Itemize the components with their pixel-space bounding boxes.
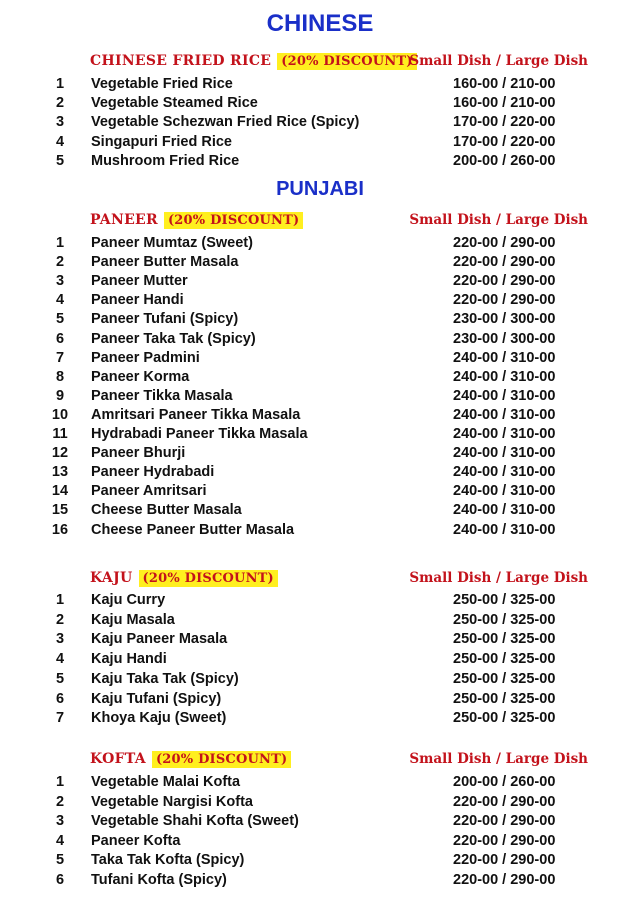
paneer-item xyxy=(0,311,640,331)
item-name: Paneer Kofta xyxy=(91,832,181,849)
item-number: 3 xyxy=(55,114,65,131)
item-number: 8 xyxy=(55,368,65,385)
item-price: 170-00 / 220-00 xyxy=(453,114,556,131)
kofta-item xyxy=(0,774,640,794)
item-name: Mushroom Fried Rice xyxy=(91,152,240,169)
fried-rice-item xyxy=(0,153,640,173)
item-price: 250-00 / 325-00 xyxy=(453,631,556,648)
item-name: Paneer Handi xyxy=(91,292,184,309)
paneer-item xyxy=(0,445,640,465)
fried-rice-item xyxy=(0,114,640,134)
kaju-item xyxy=(0,651,640,671)
item-name: Paneer Tikka Masala xyxy=(91,387,233,404)
discount-badge: (20% DISCOUNT) xyxy=(152,751,291,768)
item-name: Paneer Hydrabadi xyxy=(91,464,215,481)
item-number: 6 xyxy=(55,330,65,347)
item-price: 220-00 / 290-00 xyxy=(453,813,556,830)
paneer-item xyxy=(0,350,640,370)
item-number: 5 xyxy=(55,152,65,169)
item-price: 240-00 / 310-00 xyxy=(453,426,556,442)
fried-rice-section-header xyxy=(90,50,417,72)
item-number: 6 xyxy=(55,872,65,888)
item-number: 4 xyxy=(55,832,65,849)
dish-size-header: Small Dish / Large Dish xyxy=(409,570,588,586)
punjabi-title: PUNJABI xyxy=(276,178,364,200)
item-price: 220-00 / 290-00 xyxy=(453,235,556,251)
item-number: 1 xyxy=(55,774,65,790)
item-name: Paneer Mumtaz (Sweet) xyxy=(91,235,253,251)
kofta-item xyxy=(0,794,640,814)
item-number: 11 xyxy=(52,426,68,442)
item-number: 12 xyxy=(51,445,69,462)
kofta-item xyxy=(0,852,640,872)
kaju-item xyxy=(0,631,640,651)
item-name: Vegetable Schezwan Fried Rice (Spicy) xyxy=(91,114,360,131)
item-number: 4 xyxy=(55,651,65,668)
paneer-item xyxy=(0,464,640,484)
item-number: 3 xyxy=(55,813,65,830)
item-price: 160-00 / 210-00 xyxy=(453,76,556,92)
item-number: 3 xyxy=(55,631,65,648)
discount-badge: (20% DISCOUNT) xyxy=(277,53,416,70)
item-name: Khoya Kaju (Sweet) xyxy=(91,710,227,727)
item-name: Vegetable Steamed Rice xyxy=(91,95,258,112)
item-number: 5 xyxy=(55,670,65,687)
item-number: 13 xyxy=(51,464,69,481)
paneer-section-header xyxy=(90,209,303,231)
item-price: 230-00 / 300-00 xyxy=(453,311,556,328)
paneer-item xyxy=(0,388,640,408)
item-name: Kaju Paneer Masala xyxy=(91,631,228,648)
item-name: Kaju Taka Tak (Spicy) xyxy=(91,670,239,687)
item-number: 4 xyxy=(55,292,65,309)
item-name: Paneer Padmini xyxy=(91,349,200,366)
item-name: Cheese Paneer Butter Masala xyxy=(91,521,295,538)
item-number: 2 xyxy=(55,611,65,628)
item-name: Hydrabadi Paneer Tikka Masala xyxy=(91,426,308,442)
paneer-item xyxy=(0,254,640,274)
paneer-item xyxy=(0,426,640,446)
item-price: 240-00 / 310-00 xyxy=(453,349,556,366)
paneer-item xyxy=(0,407,640,427)
item-number: 2 xyxy=(55,254,65,271)
item-name: Paneer Taka Tak (Spicy) xyxy=(91,330,256,347)
item-price: 220-00 / 290-00 xyxy=(453,793,556,810)
item-price: 240-00 / 310-00 xyxy=(453,445,556,462)
section-name: KOFTA xyxy=(90,751,146,767)
item-price: 220-00 / 290-00 xyxy=(453,852,556,869)
item-price: 240-00 / 310-00 xyxy=(453,464,556,481)
paneer-item xyxy=(0,502,640,522)
item-price: 240-00 / 310-00 xyxy=(453,387,556,404)
item-price: 240-00 / 310-00 xyxy=(453,521,556,538)
item-number: 6 xyxy=(55,690,65,707)
item-price: 250-00 / 325-00 xyxy=(453,592,556,608)
item-name: Paneer Korma xyxy=(91,368,190,385)
item-number: 4 xyxy=(55,133,65,150)
kofta-section-header xyxy=(90,748,291,770)
item-price: 240-00 / 310-00 xyxy=(453,406,556,423)
item-price: 250-00 / 325-00 xyxy=(453,710,556,727)
item-price: 250-00 / 325-00 xyxy=(453,690,556,707)
item-name: Vegetable Fried Rice xyxy=(91,76,233,92)
item-number: 10 xyxy=(51,406,69,423)
item-price: 250-00 / 325-00 xyxy=(453,611,556,628)
kaju-item xyxy=(0,592,640,612)
item-number: 9 xyxy=(55,387,65,404)
item-number: 16 xyxy=(51,521,69,538)
kaju-item xyxy=(0,671,640,691)
paneer-item xyxy=(0,331,640,351)
item-price: 250-00 / 325-00 xyxy=(453,651,556,668)
paneer-item xyxy=(0,483,640,503)
item-price: 240-00 / 310-00 xyxy=(453,502,556,519)
kofta-item xyxy=(0,833,640,853)
item-name: Kaju Handi xyxy=(91,651,167,668)
item-price: 220-00 / 290-00 xyxy=(453,254,556,271)
item-name: Vegetable Nargisi Kofta xyxy=(91,793,253,810)
item-number: 3 xyxy=(55,273,65,290)
item-number: 15 xyxy=(51,502,69,519)
fried-rice-item xyxy=(0,76,640,96)
paneer-item xyxy=(0,235,640,255)
item-name: Kaju Tufani (Spicy) xyxy=(91,690,222,707)
item-number: 7 xyxy=(55,349,65,366)
section-name: PANEER xyxy=(90,212,158,228)
item-price: 250-00 / 325-00 xyxy=(453,670,556,687)
paneer-item xyxy=(0,273,640,293)
item-price: 220-00 / 290-00 xyxy=(453,872,556,888)
item-price: 220-00 / 290-00 xyxy=(453,273,556,290)
paneer-item xyxy=(0,522,640,542)
kaju-section-header xyxy=(90,567,278,589)
item-name: Amritsari Paneer Tikka Masala xyxy=(91,406,301,423)
section-name: CHINESE FRIED RICE xyxy=(90,53,272,69)
item-price: 240-00 / 310-00 xyxy=(453,483,556,500)
item-price: 170-00 / 220-00 xyxy=(453,133,556,150)
item-name: Singapuri Fried Rice xyxy=(91,133,232,150)
item-price: 200-00 / 260-00 xyxy=(453,774,556,790)
fried-rice-item xyxy=(0,95,640,115)
item-number: 5 xyxy=(55,311,65,328)
item-name: Kaju Masala xyxy=(91,611,175,628)
item-number: 1 xyxy=(55,235,65,251)
item-price: 220-00 / 290-00 xyxy=(453,292,556,309)
paneer-item xyxy=(0,369,640,389)
item-number: 1 xyxy=(55,592,65,608)
kaju-item xyxy=(0,710,640,730)
item-number: 2 xyxy=(55,95,65,112)
item-name: Cheese Butter Masala xyxy=(91,502,242,519)
kaju-item xyxy=(0,612,640,632)
kaju-item xyxy=(0,691,640,711)
kofta-item xyxy=(0,813,640,833)
item-price: 220-00 / 290-00 xyxy=(453,832,556,849)
paneer-item xyxy=(0,292,640,312)
item-name: Paneer Amritsari xyxy=(91,483,207,500)
item-name: Paneer Mutter xyxy=(91,273,188,290)
dish-size-header: Small Dish / Large Dish xyxy=(409,53,588,69)
item-name: Paneer Butter Masala xyxy=(91,254,239,271)
item-name: Tufani Kofta (Spicy) xyxy=(91,872,227,888)
item-number: 1 xyxy=(55,76,65,92)
item-number: 7 xyxy=(55,710,65,727)
fried-rice-item xyxy=(0,134,640,154)
dish-size-header: Small Dish / Large Dish xyxy=(409,751,588,767)
item-price: 240-00 / 310-00 xyxy=(453,368,556,385)
section-name: KAJU xyxy=(90,570,133,586)
dish-size-header: Small Dish / Large Dish xyxy=(409,212,588,228)
item-price: 230-00 / 300-00 xyxy=(453,330,556,347)
discount-badge: (20% DISCOUNT) xyxy=(139,570,278,587)
item-name: Vegetable Malai Kofta xyxy=(91,774,241,790)
item-name: Taka Tak Kofta (Spicy) xyxy=(91,852,245,869)
item-number: 2 xyxy=(55,793,65,810)
kofta-item xyxy=(0,872,640,892)
item-name: Paneer Bhurji xyxy=(91,445,186,462)
item-price: 200-00 / 260-00 xyxy=(453,152,556,169)
item-name: Kaju Curry xyxy=(91,592,166,608)
chinese-title: CHINESE xyxy=(266,10,374,37)
item-name: Paneer Tufani (Spicy) xyxy=(91,311,239,328)
item-number: 5 xyxy=(55,852,65,869)
item-price: 160-00 / 210-00 xyxy=(453,95,556,112)
item-name: Vegetable Shahi Kofta (Sweet) xyxy=(91,813,299,830)
item-number: 14 xyxy=(51,483,69,500)
discount-badge: (20% DISCOUNT) xyxy=(164,212,303,229)
